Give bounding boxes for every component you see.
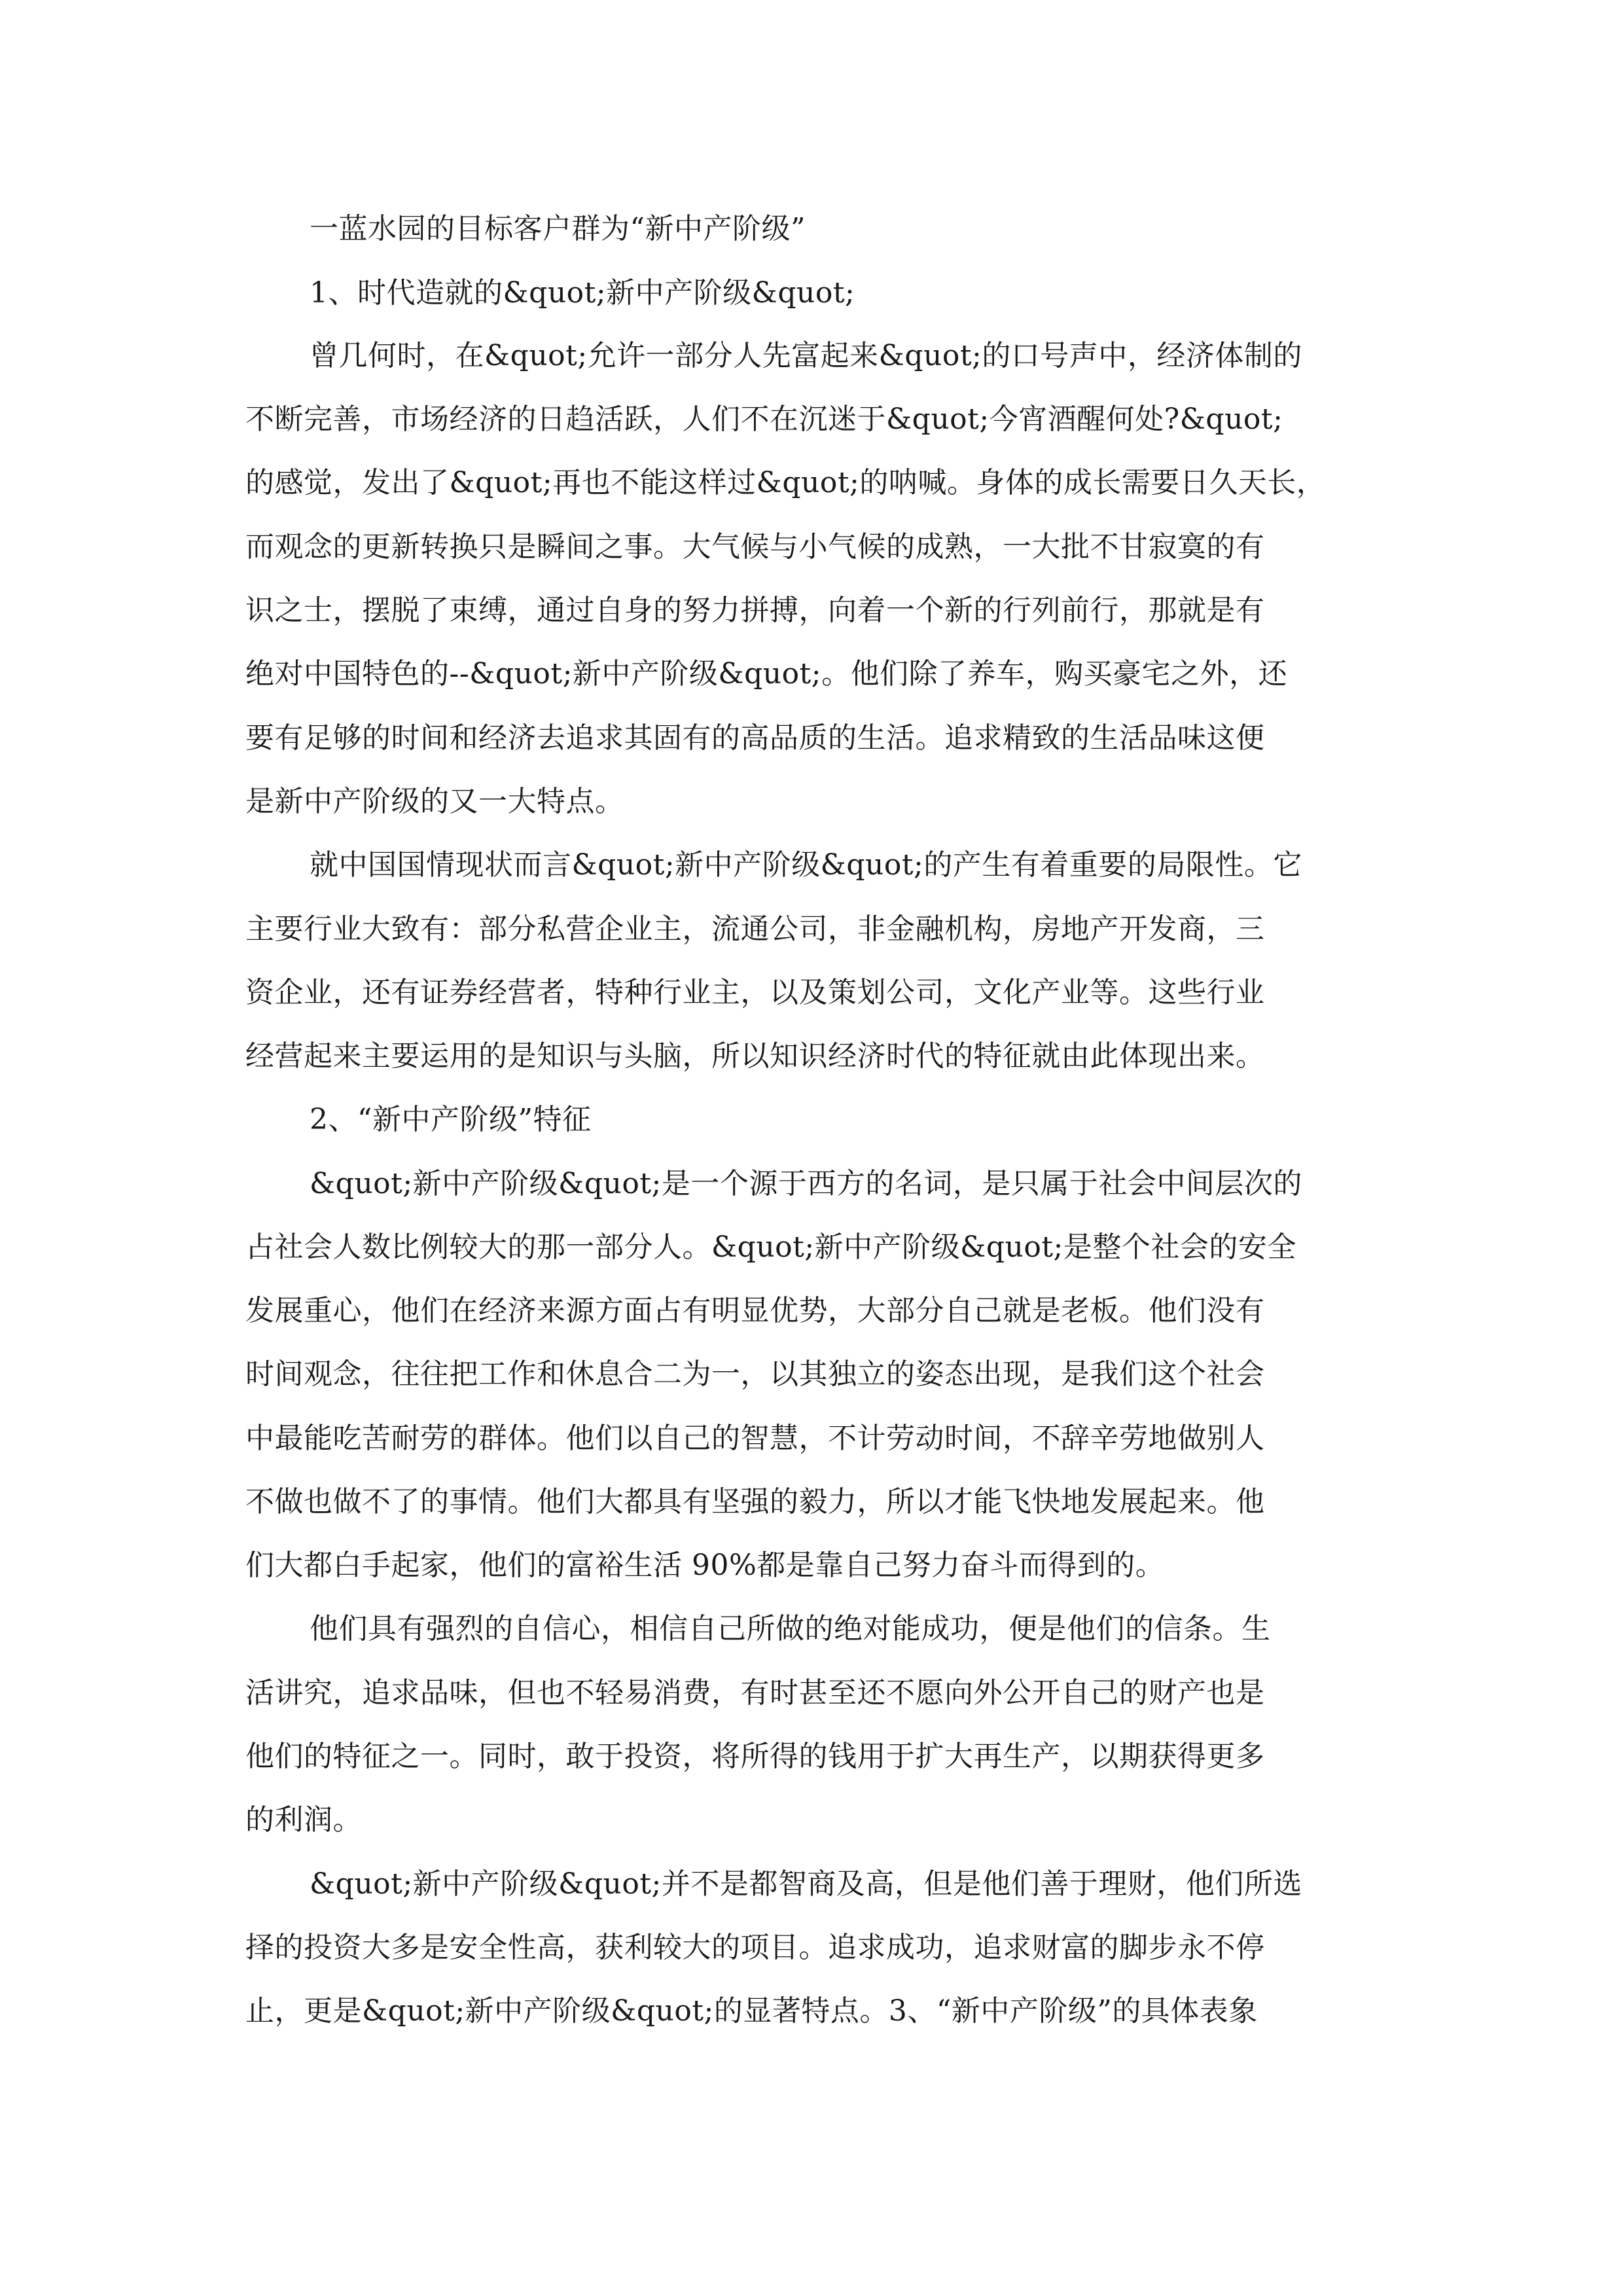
text-line: 发展重心，他们在经济来源方面占有明显优势，大部分自己就是老板。他们没有 — [245, 1294, 1265, 1327]
text-line: 主要行业大致有：部分私营企业主，流通公司，非金融机构，房地产开发商，三 — [245, 912, 1265, 946]
text-line: 曾几何时，在&quot;允许一部分人先富起来&quot;的口号声中，经济体制的 — [310, 339, 1302, 372]
text-line: 他们具有强烈的自信心，相信自己所做的绝对能成功，便是他们的信条。生 — [310, 1612, 1271, 1645]
text-line: 而观念的更新转换只是瞬间之事。大气候与小气候的成熟，一大批不甘寂寞的有 — [245, 530, 1265, 564]
text-line: 的利润。 — [245, 1803, 362, 1837]
text-line: 不做也做不了的事情。他们大都具有坚强的毅力，所以才能飞快地发展起来。他 — [245, 1485, 1265, 1518]
section-2-heading: 2、“新中产阶级”特征 — [310, 1103, 592, 1136]
text-line: 占社会人数比例较大的那一部分人。&quot;新中产阶级&quot;是整个社会的安全 — [245, 1230, 1296, 1264]
text-line: &quot;新中产阶级&quot;并不是都智商及高，但是他们善于理财，他们所选 — [310, 1867, 1302, 1901]
text-line: 不断完善，市场经济的日趋活跃，人们不在沉迷于&quot;今宵酒醒何处?&quot; — [245, 403, 1283, 436]
text-line: 择的投资大多是安全性高，获利较大的项目。追求成功，追求财富的脚步永不停 — [245, 1931, 1265, 1964]
text-line: 资企业，还有证券经营者，特种行业主，以及策划公司，文化产业等。这些行业 — [245, 976, 1265, 1009]
text-line: 绝对中国特色的--&quot;新中产阶级&quot;。他们除了养车，购买豪宅之外，还 — [245, 657, 1288, 691]
text-line: 经营起来主要运用的是知识与头脑，所以知识经济时代的特征就由此体现出来。 — [245, 1039, 1265, 1073]
text-line: 识之士，摆脱了束缚，通过自身的努力拼搏，向着一个新的行列前行，那就是有 — [245, 594, 1265, 627]
text-line: 的感觉，发出了&quot;再也不能这样过&quot;的呐喊。身体的成长需要日久天长， — [245, 466, 1326, 499]
text-line: &quot;新中产阶级&quot;是一个源于西方的名词，是只属于社会中间层次的 — [310, 1167, 1302, 1200]
text-line: 时间观念，往往把工作和休息合二为一，以其独立的姿态出现，是我们这个社会 — [245, 1357, 1265, 1391]
text-line: 是新中产阶级的又一大特点。 — [245, 785, 624, 818]
text-line: 止，更是&quot;新中产阶级&quot;的显著特点。3、“新中产阶级”的具体表象 — [245, 1994, 1258, 2028]
document-title: 一蓝水园的目标客户群为“新中产阶级” — [310, 212, 806, 245]
text-line: 活讲究，追求品味，但也不轻易消费，有时甚至还不愿向外公开自己的财产也是 — [245, 1676, 1265, 1710]
text-line: 就中国国情现状而言&quot;新中产阶级&quot;的产生有着重要的局限性。它 — [310, 848, 1302, 882]
text-line: 们大都白手起家，他们的富裕生活 90%都是靠自己努力奋斗而得到的。 — [245, 1549, 1165, 1582]
text-line: 他们的特征之一。同时，敢于投资，将所得的钱用于扩大再生产，以期获得更多 — [245, 1740, 1265, 1773]
text-line: 中最能吃苦耐劳的群体。他们以自己的智慧，不计劳动时间，不辞辛劳地做别人 — [245, 1422, 1265, 1455]
section-1-heading: 1、时代造就的&quot;新中产阶级&quot; — [310, 276, 855, 310]
text-line: 要有足够的时间和经济去追求其固有的高品质的生活。追求精致的生活品味这便 — [245, 721, 1265, 755]
